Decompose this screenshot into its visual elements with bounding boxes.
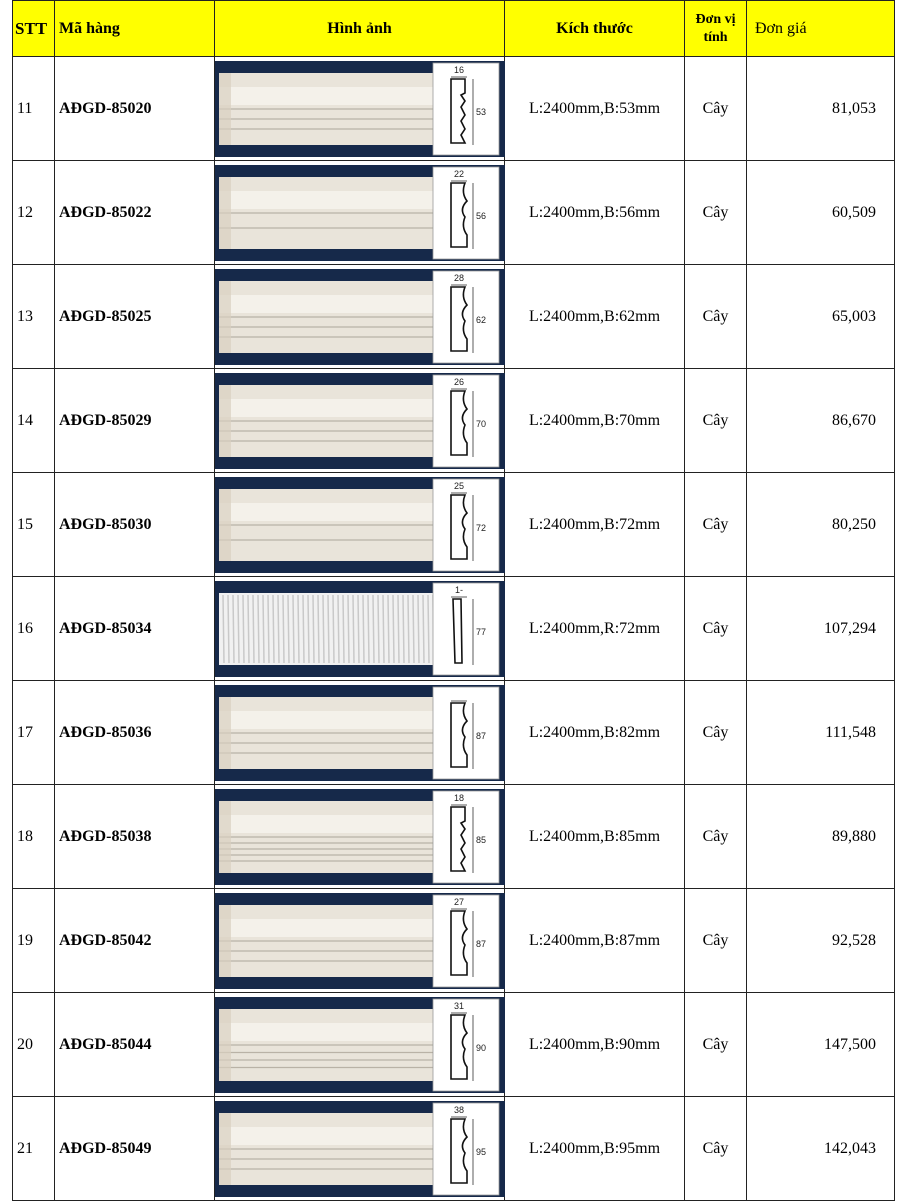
row-price: 86,670 (747, 369, 895, 473)
row-size: L:2400mm,B:56mm (505, 161, 685, 265)
molding-photo (215, 1097, 505, 1200)
row-size: L:2400mm,B:82mm (505, 681, 685, 785)
row-code: AĐGD-85022 (55, 161, 215, 265)
row-unit: Cây (685, 265, 747, 369)
header-price: Đơn giá (747, 1, 895, 57)
table-row (13, 1097, 895, 1201)
row-code: AĐGD-85049 (55, 1097, 215, 1201)
row-size: L:2400mm,B:70mm (505, 369, 685, 473)
row-price: 80,250 (747, 473, 895, 577)
row-size: L:2400mm,B:72mm (505, 473, 685, 577)
product-image (215, 161, 505, 265)
table-row (13, 993, 895, 1097)
row-stt: 15 (13, 473, 55, 577)
table-row (13, 369, 895, 473)
dim-side-label: 56 (475, 211, 487, 221)
table-row (13, 473, 895, 577)
row-code: AĐGD-85034 (55, 577, 215, 681)
header-code: Mã hàng (55, 1, 215, 57)
table-row (13, 681, 895, 785)
product-image (215, 889, 505, 993)
table-row (13, 57, 895, 161)
row-price: 107,294 (747, 577, 895, 681)
dim-top-label: 18 (453, 793, 465, 803)
row-size: L:2400mm,B:62mm (505, 265, 685, 369)
row-unit: Cây (685, 993, 747, 1097)
row-price: 65,003 (747, 265, 895, 369)
row-stt: 12 (13, 161, 55, 265)
row-stt: 17 (13, 681, 55, 785)
dim-top-label: 22 (453, 169, 465, 179)
row-stt: 14 (13, 369, 55, 473)
row-price: 92,528 (747, 889, 895, 993)
row-price: 81,053 (747, 57, 895, 161)
row-code: AĐGD-85038 (55, 785, 215, 889)
row-size: L:2400mm,B:53mm (505, 57, 685, 161)
dim-side-label: 87 (475, 731, 487, 741)
row-unit: Cây (685, 1097, 747, 1201)
table-row (13, 265, 895, 369)
row-unit: Cây (685, 681, 747, 785)
row-size: L:2400mm,B:87mm (505, 889, 685, 993)
header-row (13, 1, 895, 57)
row-code: AĐGD-85025 (55, 265, 215, 369)
row-unit: Cây (685, 57, 747, 161)
molding-photo (215, 785, 505, 888)
table-row (13, 889, 895, 993)
molding-photo (215, 473, 505, 576)
row-size: L:2400mm,B:90mm (505, 993, 685, 1097)
row-size: L:2400mm,B:85mm (505, 785, 685, 889)
table-row (13, 161, 895, 265)
dim-side-label: 72 (475, 523, 487, 533)
row-stt: 21 (13, 1097, 55, 1201)
dim-top-label: 26 (453, 377, 465, 387)
product-image (215, 473, 505, 577)
row-size: L:2400mm,B:95mm (505, 1097, 685, 1201)
row-price: 89,880 (747, 785, 895, 889)
row-price: 142,043 (747, 1097, 895, 1201)
row-price: 111,548 (747, 681, 895, 785)
row-code: AĐGD-85044 (55, 993, 215, 1097)
header-unit: Đơn vị tính (685, 1, 747, 57)
molding-photo (215, 161, 505, 264)
product-image (215, 681, 505, 785)
molding-photo (215, 577, 505, 680)
row-unit: Cây (685, 785, 747, 889)
molding-photo (215, 993, 505, 1096)
molding-photo (215, 889, 505, 992)
dim-side-label: 77 (475, 627, 487, 637)
row-size: L:2400mm,R:72mm (505, 577, 685, 681)
row-stt: 11 (13, 57, 55, 161)
product-image (215, 993, 505, 1097)
dim-side-label: 95 (475, 1147, 487, 1157)
price-table (12, 0, 895, 1201)
row-unit: Cây (685, 161, 747, 265)
product-image (215, 369, 505, 473)
dim-top-label: 25 (453, 481, 465, 491)
dim-side-label: 70 (475, 419, 487, 429)
row-stt: 19 (13, 889, 55, 993)
dim-top-label: 31 (453, 1001, 465, 1011)
header-size: Kích thước (505, 1, 685, 57)
row-stt: 13 (13, 265, 55, 369)
row-unit: Cây (685, 473, 747, 577)
molding-photo (215, 681, 505, 784)
dim-side-label: 85 (475, 835, 487, 845)
molding-photo (215, 265, 505, 368)
dim-side-label: 87 (475, 939, 487, 949)
table-row (13, 785, 895, 889)
molding-photo (215, 369, 505, 472)
row-code: AĐGD-85029 (55, 369, 215, 473)
row-stt: 20 (13, 993, 55, 1097)
row-code: AĐGD-85030 (55, 473, 215, 577)
product-image (215, 57, 505, 161)
product-image (215, 577, 505, 681)
row-code: AĐGD-85042 (55, 889, 215, 993)
row-unit: Cây (685, 577, 747, 681)
row-code: AĐGD-85036 (55, 681, 215, 785)
product-image (215, 265, 505, 369)
header-image: Hình ảnh (215, 1, 505, 57)
dim-top-label: 27 (453, 897, 465, 907)
row-unit: Cây (685, 889, 747, 993)
dim-top-label: 1- (454, 585, 464, 595)
row-stt: 18 (13, 785, 55, 889)
product-image (215, 785, 505, 889)
row-unit: Cây (685, 369, 747, 473)
dim-top-label: 38 (453, 1105, 465, 1115)
molding-photo (215, 57, 505, 160)
row-stt: 16 (13, 577, 55, 681)
dim-side-label: 53 (475, 107, 487, 117)
product-image (215, 1097, 505, 1201)
dim-top-label: 16 (453, 65, 465, 75)
table-row (13, 577, 895, 681)
header-stt: STT (13, 1, 55, 57)
row-price: 60,509 (747, 161, 895, 265)
row-price: 147,500 (747, 993, 895, 1097)
dim-side-label: 90 (475, 1043, 487, 1053)
dim-top-label: 28 (453, 273, 465, 283)
dim-side-label: 62 (475, 315, 487, 325)
row-code: AĐGD-85020 (55, 57, 215, 161)
